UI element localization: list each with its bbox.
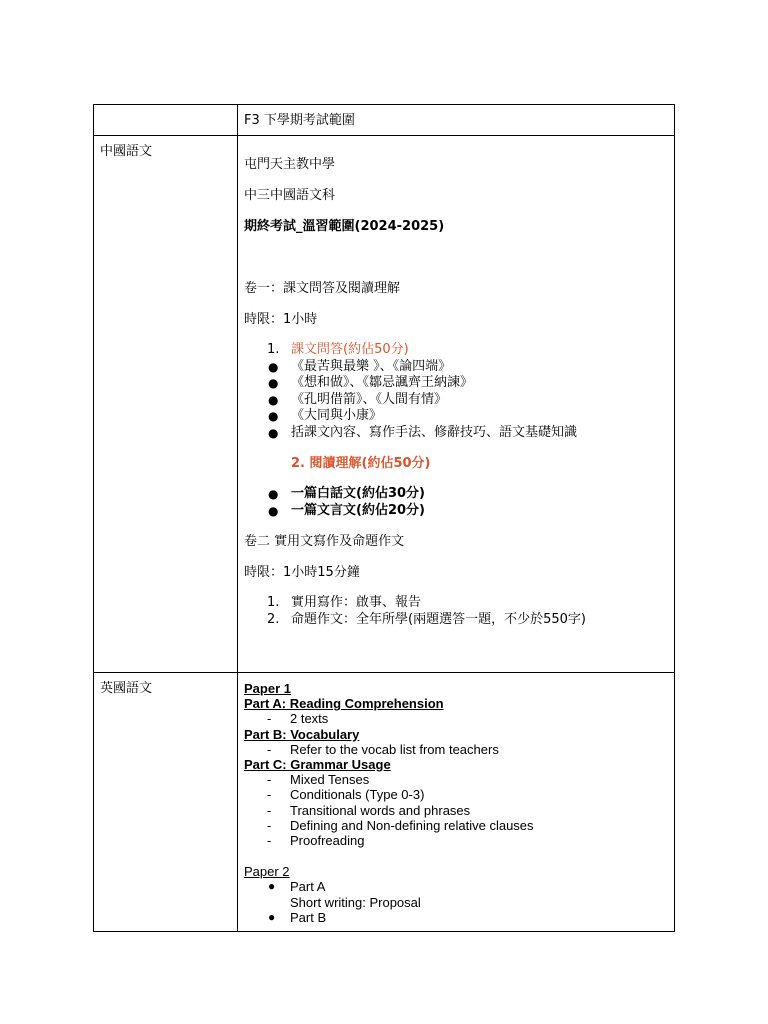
list-item: - Refer to the vocab list from teachers <box>267 741 499 757</box>
list-item: ● 一篇文言文(約佔20分) <box>268 502 425 518</box>
paper2-time: 時限：1小時15分鐘 <box>244 565 360 580</box>
list-item: ● 括課文內容、寫作手法、修辭技巧、語文基礎知識 <box>268 424 578 440</box>
list-item: - Proofreading <box>267 833 365 849</box>
list-item: ● 《孔明借箭》、《人間有情》 <box>268 391 448 407</box>
paper2-heading: Paper 2 <box>244 864 290 880</box>
bullet-icon: ● <box>268 503 279 518</box>
list-item: Short writing: Proposal <box>290 894 421 910</box>
bullet-icon: ● <box>268 487 279 501</box>
paper1-section1-list <box>244 342 668 359</box>
list-item: 2. 命題作文：全年所學(兩題選答一題，不少於550字) <box>267 611 586 627</box>
list-item: 1. 實用寫作：啟事、報告 <box>267 595 422 610</box>
partA-list <box>244 711 668 726</box>
chinese-row <box>94 136 675 673</box>
exam-title: 期終考試_溫習範圍(2024-2025) <box>244 219 445 234</box>
section2-bullets <box>244 486 668 519</box>
paper1-time: 時限：1小時 <box>244 312 318 327</box>
course-name: 中三中國語文科 <box>244 188 336 203</box>
chinese-content-cell <box>238 136 675 673</box>
bullet-icon: ● <box>268 392 279 407</box>
list-item: - Defining and Non-defining relative clauses <box>267 817 534 833</box>
page-title: F3 下學期考試範圍 <box>244 113 355 128</box>
header-row <box>94 105 675 136</box>
paper1-heading: Paper 1 <box>244 681 291 696</box>
section2-label: 2. 閱讀理解(約佔50分) <box>291 456 431 471</box>
bullet-icon: ● <box>268 425 279 440</box>
list-item: ● 《大同與小康》 <box>268 408 383 423</box>
paper2-list <box>244 879 668 925</box>
list-item: ● 一篇白話文(約佔30分) <box>268 486 425 501</box>
school-name: 屯門天主教中學 <box>244 157 336 172</box>
chinese-subject-label: 中國語文 <box>100 144 153 159</box>
english-subject-cell <box>94 673 238 932</box>
list-item: ● Part B <box>268 909 327 925</box>
header-subject-cell <box>94 105 238 136</box>
paper1-title: 卷一：課文問答及閱讀理解 <box>244 281 401 296</box>
bullet-icon: ● <box>268 909 276 924</box>
paper2-title: 卷二 實用文寫作及命題作文 <box>244 534 405 549</box>
list-item: - Conditionals (Type 0-3) <box>267 787 425 803</box>
list-item: ● Part A <box>268 879 326 895</box>
paper2-list <box>244 595 668 628</box>
partB-heading: Part B: Vocabulary <box>244 726 360 742</box>
english-content-cell <box>238 673 675 932</box>
bullet-icon: ● <box>268 409 279 423</box>
list-item: 1. 課文問答(約佔50分) <box>267 342 409 357</box>
partC-heading: Part C: Grammar Usage <box>244 757 391 773</box>
english-row <box>94 673 675 932</box>
exam-scope-table <box>93 104 675 932</box>
bullet-icon: ● <box>268 879 276 894</box>
partA-heading: Part A: Reading Comprehension <box>244 696 444 712</box>
bullet-icon: ● <box>268 376 279 390</box>
header-title-cell <box>238 105 675 136</box>
partC-list <box>244 772 668 848</box>
list-item: - Transitional words and phrases <box>267 802 471 818</box>
section1-bullets <box>244 359 668 442</box>
list-item: - 2 texts <box>267 711 329 727</box>
list-item: ● 《想和做》、《鄒忌諷齊王納諫》 <box>268 375 474 390</box>
list-item: ● 《最苦與最樂 》、《論四端》 <box>268 358 452 374</box>
list-item: - Mixed Tenses <box>267 772 370 788</box>
partB-list <box>244 742 668 757</box>
chinese-subject-cell <box>94 136 238 673</box>
bullet-icon: ● <box>268 359 279 374</box>
section1-label: 課文問答(約佔50分) <box>291 342 409 357</box>
english-subject-label: 英國語文 <box>100 681 153 696</box>
